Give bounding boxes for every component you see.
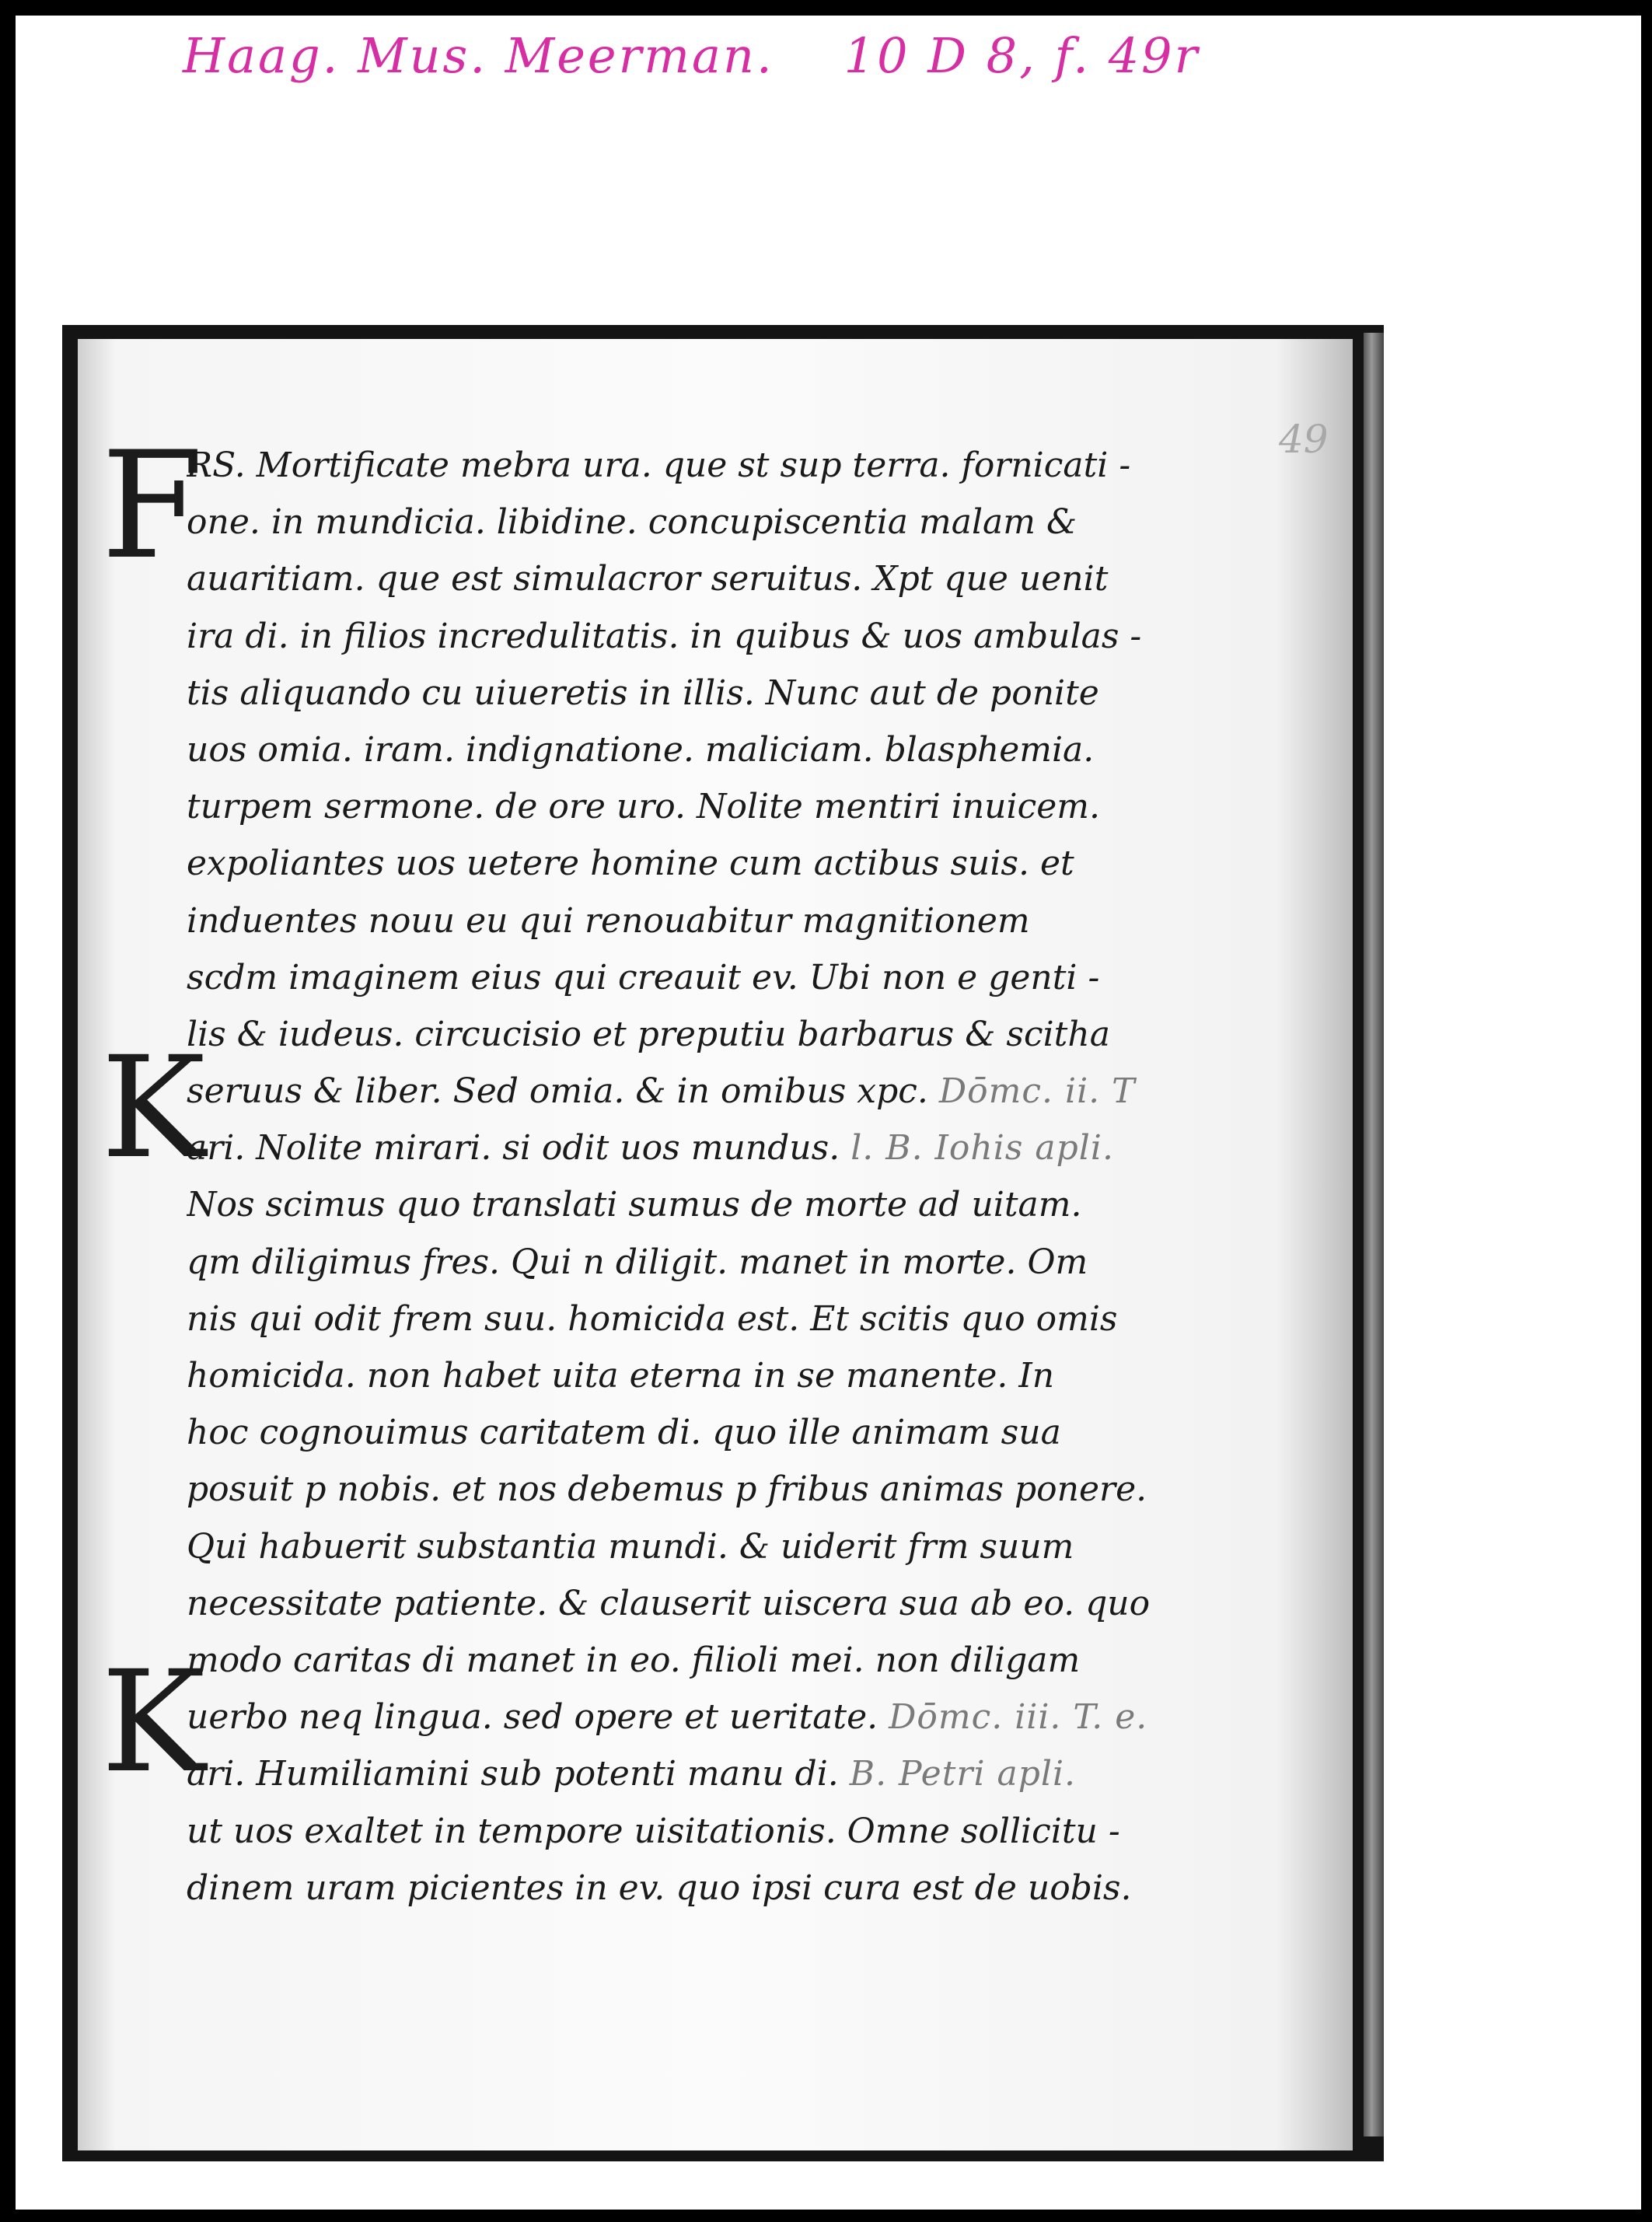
library-name: Haag. Mus. Meerman. [183,27,774,84]
text-line: ira di. in filios incredulitatis. in quibus & uos ambulas - [187,616,1142,656]
rubric-lection: B. Petri apli. [849,1754,1077,1794]
shelfmark: 10 D 8, f. 49r [843,27,1200,84]
manuscript-leaf [78,339,1353,2150]
manuscript-text [187,437,1291,1916]
rubric-lection: Dōmc. iii. T. e. [889,1697,1148,1738]
text-line: uerbo neq lingua. sed opere et ueritate. Dōmc. iii. T. e. [187,1697,1148,1738]
text-line: hoc cognouimus caritatem di. quo ille animam sua [187,1413,1061,1453]
text-line: ari. Nolite mirari. si odit uos mundus. l. B. Iohis apli. [187,1128,1114,1169]
text-line: turpem sermone. de ore uro. Nolite mentiri inuicem. [187,787,1100,827]
text-line: necessitate patiente. & clauserit uiscera sua ab eo. quo [187,1583,1151,1623]
rubric-lection: Dōmc. ii. T [938,1071,1136,1112]
text-line: expoliantes uos uetere homine cum actibus suis. et [187,844,1074,884]
initial-f: F [101,420,204,592]
text-line: modo caritas di manet in eo. filioli mei. non diligam [187,1640,1081,1680]
text-line: posuit p nobis. et nos debemus p fribus animas ponere. [187,1469,1147,1510]
library-annotation [183,27,1200,84]
text-line: lis & iudeus. circucisio et preputiu barbarus & scitha [187,1014,1110,1054]
text-line: homicida. non habet uita eterna in se manente. In [187,1356,1055,1396]
manuscript-photo [62,325,1384,2161]
initial-k-first: K [101,1027,206,1190]
text-line: one. in mundicia. libidine. concupiscentia malam & [187,502,1077,543]
rubric-lection: l. B. Iohis apli. [850,1128,1114,1169]
text-line: uos omia. iram. indignatione. maliciam. blasphemia. [187,729,1095,770]
folio-number: 49 [1279,417,1329,462]
text-line: tis aliquando cu uiueretis in illis. Nunc aut de ponite [187,673,1099,713]
initial-k-second: K [101,1641,206,1804]
text-line: nis qui odit frem suu. homicida est. Et scitis quo omis [187,1298,1118,1339]
text-line: RS. Mortificate mebra ura. que st sup terra. fornicati - [187,445,1131,485]
text-line: Qui habuerit substantia mundi. & uiderit frm suum [187,1526,1074,1567]
text-line: qm diligimus fres. Qui n diligit. manet in morte. Om [187,1242,1088,1282]
text-line: Nos scimus quo translati sumus de morte ad uitam. [187,1185,1082,1225]
text-line: auaritiam. que est simulacror seruitus. Xpt que uenit [187,559,1109,599]
text-line: ari. Humiliamini sub potenti manu di. B. Petri apli. [187,1754,1077,1794]
page-edge [1364,333,1384,2136]
text-line: induentes nouu eu qui renouabitur magnitionem [187,900,1030,941]
text-line: seruus & liber. Sed omia. & in omibus xpc. Dōmc. ii. T [187,1071,1136,1112]
text-line: scdm imaginem eius qui creauit ev. Ubi non e genti - [187,957,1100,997]
text-line: dinem uram picientes in ev. quo ipsi cura est de uobis. [187,1867,1132,1908]
text-line: ut uos exaltet in tempore uisitationis. Omne sollicitu - [187,1811,1120,1851]
